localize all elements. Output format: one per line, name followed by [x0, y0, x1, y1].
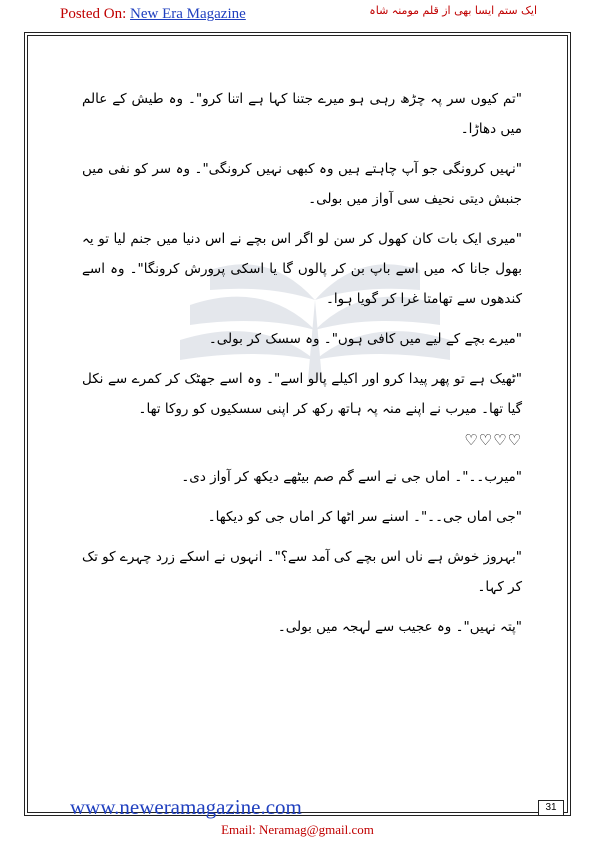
- story-title-header: ایک ستم ایسا بھی از قلم مومنہ شاہ: [369, 4, 537, 17]
- page-number: 31: [538, 800, 564, 816]
- page-header: [0, 0, 595, 28]
- story-body: [82, 84, 522, 652]
- posted-on-label: [60, 6, 246, 23]
- paragraph-9: "پتہ نہیں"۔ وہ عجیب سے لہجہ میں بولی۔: [277, 619, 522, 635]
- paragraph-3: "میری ایک بات کان کھول کر سن لو اگر اس بچے نے اس دنیا میں جنم لیا تو یہ بھول جانا کہ میں اسے باپ بن کر پالوں گا یا اسکی پرورش کرونگا"۔ وہ اسے کندھوں سے تھامتا غرا کر گویا ہوا۔: [82, 231, 522, 307]
- magazine-link[interactable]: New Era Magazine: [130, 6, 246, 22]
- paragraph-4: "میرے بچے کے لیے میں کافی ہوں"۔ وہ سسک کر بولی۔: [208, 331, 522, 347]
- paragraph-6: "میرب۔۔"۔ اماں جی نے اسے گم صم بیٹھے دیکھ کر آواز دی۔: [181, 469, 522, 485]
- footer-email: Email: Neramag@gmail.com: [221, 822, 374, 837]
- paragraph-5: "ٹھیک ہے تو پھر پیدا کرو اور اکیلے پالو اسے"۔ وہ اسے جھٹک کر کمرے سے نکل گیا تھا۔ میرب نے اپنے منہ پہ ہاتھ رکھ کر اپنی سسکیوں کو روکا تھا۔: [82, 371, 522, 417]
- paragraph-8: "بہروز خوش ہے ناں اس بچے کی آمد سے؟"۔ انہوں نے اسکے زرد چہرے کو تک کر کہا۔: [82, 549, 522, 595]
- section-divider-hearts: ♡♡♡♡: [464, 431, 522, 449]
- paragraph-7: "جی اماں جی۔۔"۔ اسنے سر اٹھا کر اماں جی کو دیکھا۔: [207, 509, 522, 525]
- posted-label: Posted On:: [60, 6, 127, 22]
- website-link[interactable]: www.neweramagazine.com: [70, 795, 302, 819]
- paragraph-1: "تم کیوں سر پہ چڑھ رہی ہو میرے جتنا کہا ہے اتنا کرو"۔ وہ طیش کے عالم میں دھاڑا۔: [82, 91, 522, 137]
- paragraph-2: "نہیں کرونگی جو آپ چاہتے ہیں وہ کبھی نہیں کرونگی"۔ وہ سر کو نفی میں جنبش دیتی نحیف سی آواز میں بولی۔: [82, 161, 522, 207]
